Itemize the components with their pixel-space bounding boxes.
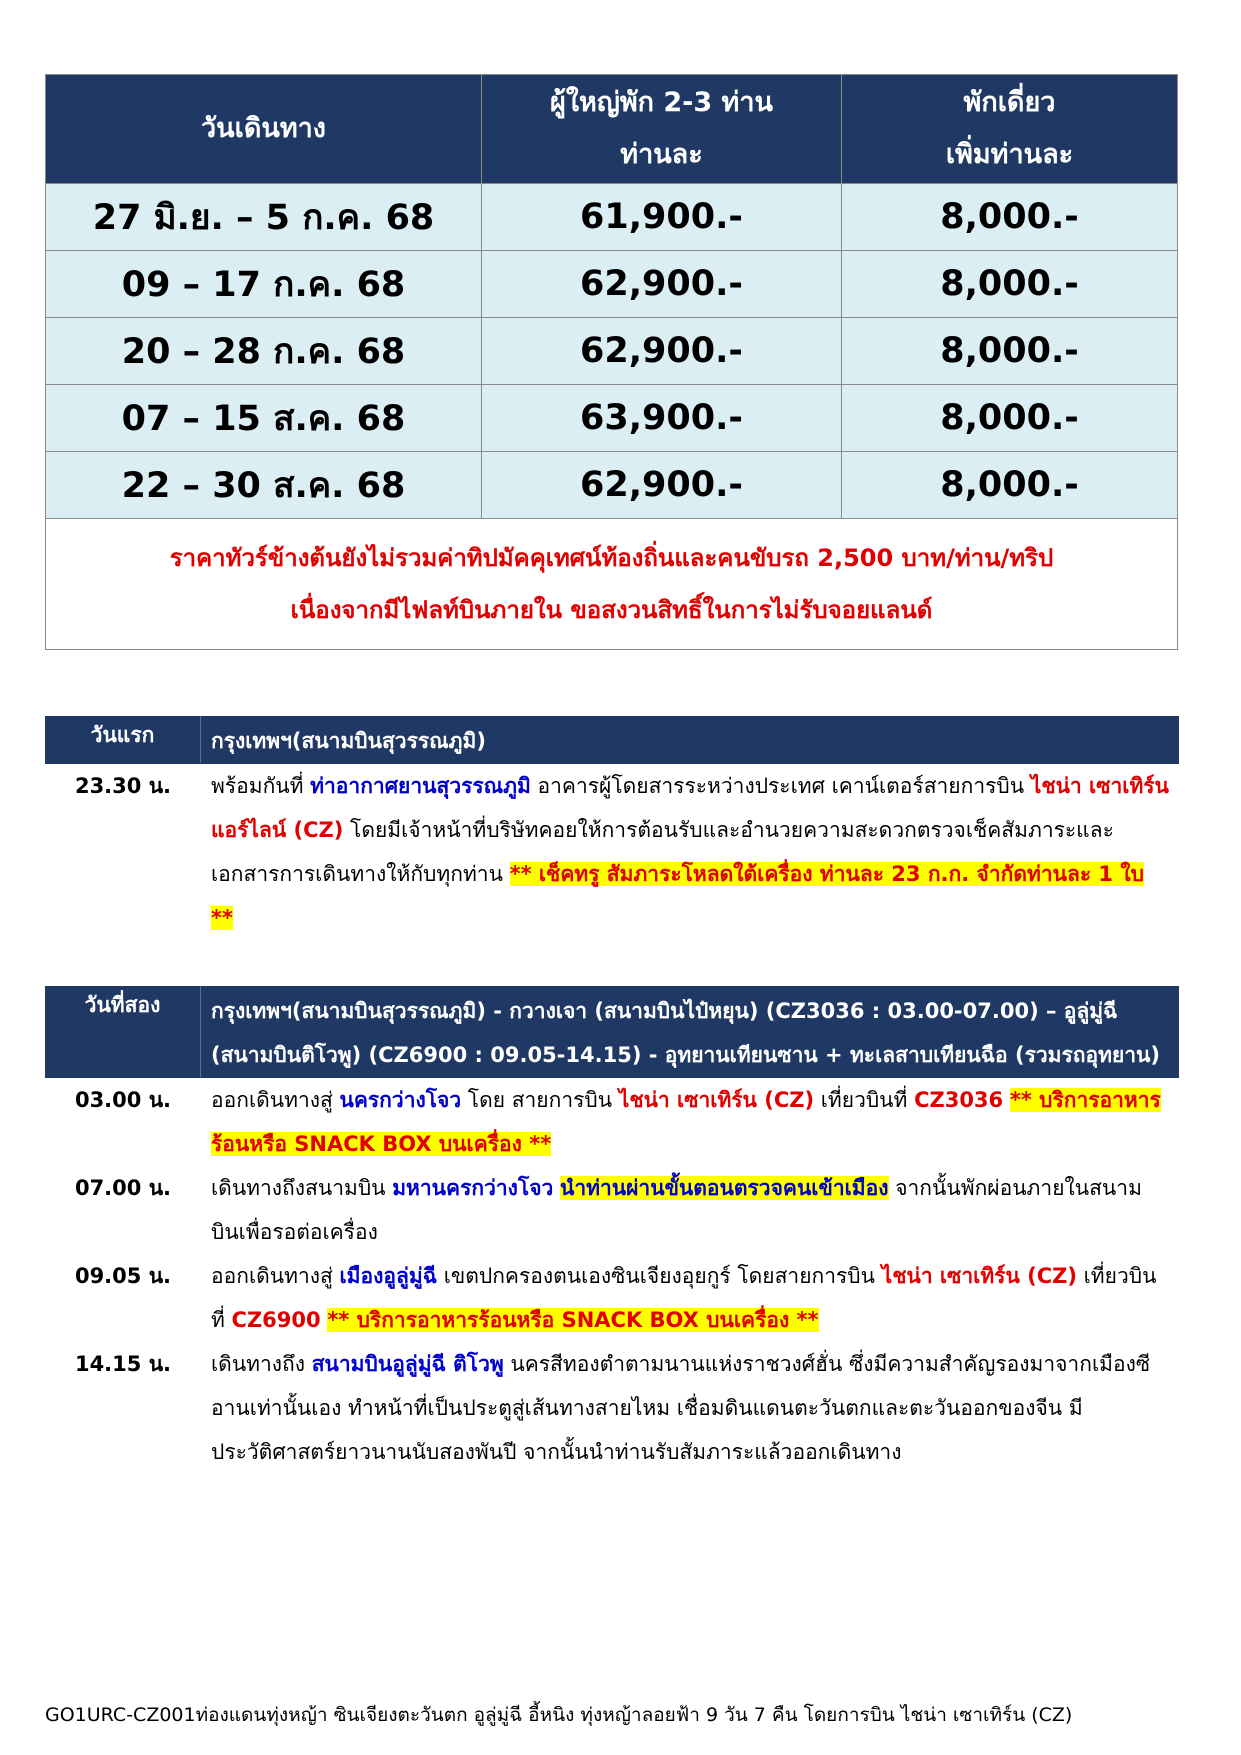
table-row xyxy=(46,318,1178,385)
price-note-row xyxy=(46,519,1178,650)
itinerary-entry xyxy=(45,1078,1179,1166)
table-row xyxy=(46,184,1178,251)
page-footer: GO1URC-CZ001ท่องแดนทุ่งหญ้า ซินเจียงตะวันตก อูลู่มู่ฉี อี้หนิง ทุ่งหญ้าลอยฟ้า 9 วัน 7 คืน โดยการบิน ไชน่า เซาเทิร์น (CZ) xyxy=(45,1704,1073,1726)
entry-description: ออกเดินทางสู่ เมืองอูลู่มู่ฉี เขตปกครองตนเองซินเจียงอุยกูร์ โดยสายการบิน ไชน่า เซาเทิร์น (CZ) เที่ยวบินที่ CZ6900 ** บริการอาหารร้อนหรือ SNACK BOX บนเครื่อง ** xyxy=(211,1264,1157,1332)
day2-header xyxy=(45,986,1179,1078)
day2-route: กรุงเทพฯ(สนามบินสุวรรณภูมิ) - กวางเจา (สนามบินไป๋หยุน) (CZ3036 : 03.00-07.00) – อูลู่มู่ฉี (สนามบินติโวพู) (CZ6900 : 09.05-14.15) - อุทยานเทียนซาน + ทะเลสาบเทียนฉือ (รวมรถอุทยาน) xyxy=(211,999,1160,1067)
table-row xyxy=(46,251,1178,318)
row-single: 8,000.- xyxy=(842,452,1178,519)
price-table xyxy=(45,74,1178,650)
day2-label: วันที่สอง xyxy=(45,986,201,1077)
row-single: 8,000.- xyxy=(842,184,1178,251)
row-date: 22 – 30 ส.ค. 68 xyxy=(46,452,482,519)
entry-description: ออกเดินทางสู่ นครกว่างโจว โดย สายการบิน ไชน่า เซาเทิร์น (CZ) เที่ยวบินที่ CZ3036 ** บริการอาหารร้อนหรือ SNACK BOX บนเครื่อง ** xyxy=(211,1088,1161,1156)
row-date: 27 มิ.ย. – 5 ก.ค. 68 xyxy=(46,184,482,251)
entry-description: เดินทางถึง สนามบินอูลู่มู่ฉี ติโวพู นครสีทองตำตามนานแห่งราชวงศ์ฮั่น ซึ่งมีความสำคัญรองมาจากเมืองซีอานเท่านั้นเอง ทำหน้าที่เป็นประตูสู่เส้นทางสายไหม เชื่อมดินแดนตะวันตกและตะวันออกของจีน มีประวัติศาสตร์ยาวนานนับสองพันปี จากนั้นนำท่านรับสัมภาระแล้วออกเดินทาง xyxy=(211,1352,1151,1464)
entry-description: เดินทางถึงสนามบิน มหานครกว่างโจว นำท่านผ่านขั้นตอนตรวจคนเข้าเมือง จากนั้นพักผ่อนภายในสนามบินเพื่อรอต่อเครื่อง xyxy=(211,1176,1142,1244)
row-price: 63,900.- xyxy=(482,385,842,452)
entry-time: 14.15 น. xyxy=(74,1352,172,1376)
row-date: 09 – 17 ก.ค. 68 xyxy=(46,251,482,318)
row-price: 61,900.- xyxy=(482,184,842,251)
price-table-header xyxy=(46,75,1178,184)
day1-label: วันแรก xyxy=(45,716,201,763)
entry-time: 03.00 น. xyxy=(74,1088,172,1112)
row-price: 62,900.- xyxy=(482,251,842,318)
row-single: 8,000.- xyxy=(842,318,1178,385)
row-price: 62,900.- xyxy=(482,318,842,385)
header-single-supplement: พักเดี่ยว เพิ่มท่านละ xyxy=(842,75,1178,184)
header-adult-price: ผู้ใหญ่พัก 2-3 ท่าน ท่านละ xyxy=(482,75,842,184)
table-row xyxy=(46,452,1178,519)
itinerary-entry xyxy=(45,1254,1179,1342)
entry-time: 23.30 น. xyxy=(74,774,172,798)
entry-description: พร้อมกันที่ ท่าอากาศยานสุวรรณภูมิ อาคารผู้โดยสารระหว่างประเทศ เคาน์เตอร์สายการบิน ไชน่า เซาเทิร์น แอร์ไลน์ (CZ) โดยมีเจ้าหน้าที่บริษัทคอยให้การต้อนรับและอำนวยความสะดวกตรวจเช็คสัมภาระและเอกสารการเดินทางให้กับทุกท่าน ** เช็คทรู สัมภาระโหลดใต้เครื่อง ท่านละ 23 ก.ก. จำกัดท่านละ 1 ใบ ** xyxy=(211,774,1169,930)
day1-block xyxy=(45,716,1179,940)
price-note: ราคาทัวร์ข้างต้นยังไม่รวมค่าทิปมัคคุเทศน์ท้องถิ่นและคนขับรถ 2,500 บาท/ท่าน/ทริป เนื่องจากมีไฟลท์บินภายใน ขอสงวนสิทธิ์ในการไม่รับจอยแลนด์ xyxy=(46,519,1178,650)
entry-time: 07.00 น. xyxy=(74,1176,172,1200)
row-single: 8,000.- xyxy=(842,251,1178,318)
itinerary-entry xyxy=(45,1342,1179,1474)
itinerary-entry xyxy=(45,1166,1179,1254)
day1-route: กรุงเทพฯ(สนามบินสุวรรณภูมิ) xyxy=(211,729,486,753)
day1-header xyxy=(45,716,1179,764)
day2-block xyxy=(45,986,1179,1474)
entry-time: 09.05 น. xyxy=(74,1264,172,1288)
itinerary-entry xyxy=(45,764,1179,940)
table-row xyxy=(46,385,1178,452)
row-date: 07 – 15 ส.ค. 68 xyxy=(46,385,482,452)
row-single: 8,000.- xyxy=(842,385,1178,452)
row-price: 62,900.- xyxy=(482,452,842,519)
header-travel-date: วันเดินทาง xyxy=(46,75,482,184)
row-date: 20 – 28 ก.ค. 68 xyxy=(46,318,482,385)
